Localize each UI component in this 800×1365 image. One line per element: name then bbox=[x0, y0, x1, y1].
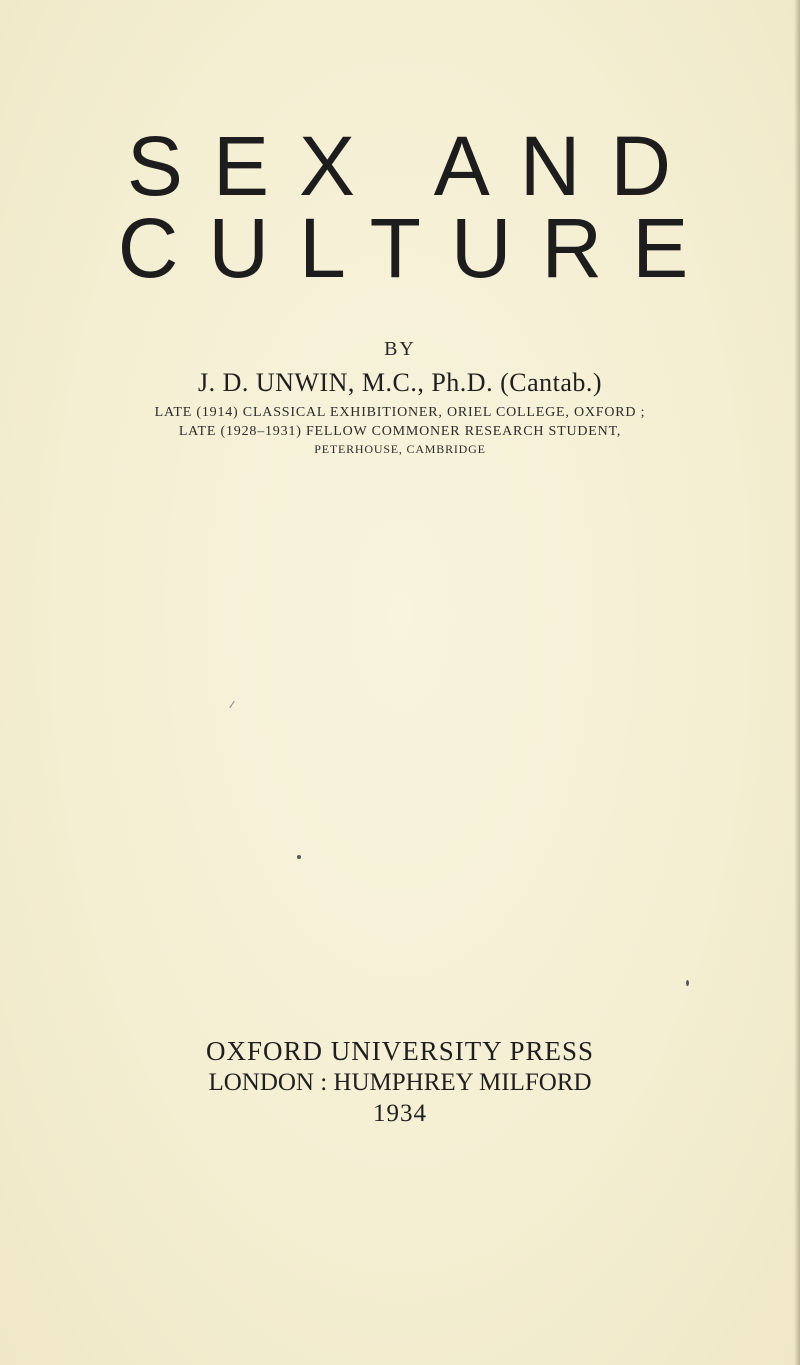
book-title-line-2: CULTURE bbox=[117, 201, 719, 295]
author-name: J. D. UNWIN, M.C., Ph.D. (Cantab.) bbox=[197, 368, 603, 397]
paper-mark bbox=[229, 701, 234, 708]
author-credit-line-3: PETERHOUSE, CAMBRIDGE bbox=[314, 442, 486, 456]
paper-speck bbox=[297, 855, 301, 859]
paper-speck bbox=[686, 980, 689, 986]
publication-year: 1934 bbox=[373, 1100, 427, 1127]
publisher-location: LONDON : HUMPHREY MILFORD bbox=[208, 1069, 592, 1096]
book-title-line-1: SEX AND bbox=[126, 119, 702, 213]
author-credit-line-2: LATE (1928–1931) FELLOW COMMONER RESEARCH STUDENT, bbox=[178, 424, 622, 439]
author-credit-line-1: LATE (1914) CLASSICAL EXHIBITIONER, ORIEL COLLEGE, OXFORD ; bbox=[154, 405, 646, 420]
publisher-name: OXFORD UNIVERSITY PRESS bbox=[205, 1036, 595, 1066]
by-label: BY bbox=[384, 338, 416, 360]
